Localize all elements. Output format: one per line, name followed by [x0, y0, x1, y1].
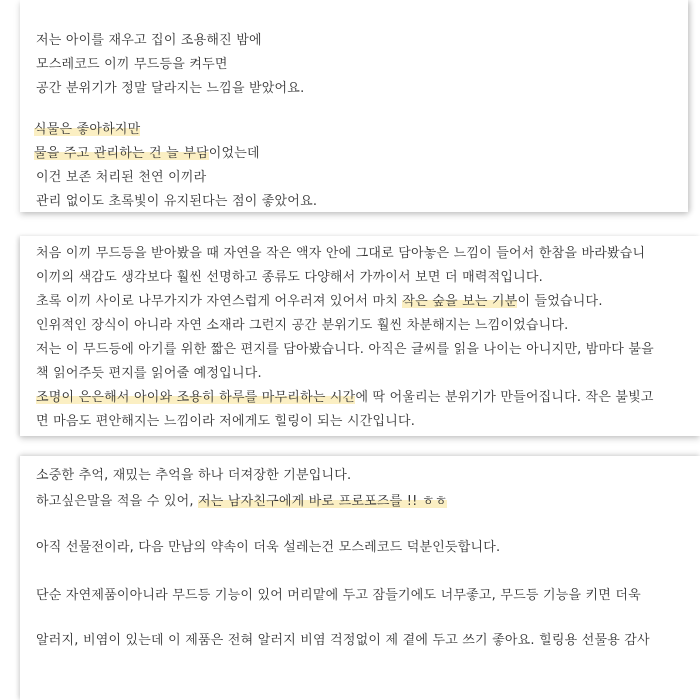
review-text-line: 이건 보존 처리된 천연 이끼라 — [36, 170, 207, 185]
review-text-line: 처음 이끼 무드등을 받아봤을 때 자연을 작은 액자 안에 그대로 담아놓은 느낌이 들어서 한참을 바라봤습니 — [36, 246, 646, 261]
review-text-line: 초록 이끼 사이로 나무가지가 자연스럽게 어우러져 있어서 마치 작은 숲을 보는 기분이 들었습니다. — [36, 294, 603, 309]
review-text-line: 면 마음도 편안해지는 느낌이라 저에게도 힐링이 되는 시간입니다. — [36, 414, 416, 429]
highlighted-text: 물을 주고 관리하는 건 늘 부담 — [34, 146, 209, 161]
review-text-line: 물을 주고 관리하는 건 늘 부담이었는데 — [34, 146, 260, 161]
highlighted-text: 저는 남자친구에게 바로 프로포즈를 !! ㅎㅎ — [198, 494, 448, 509]
review-text-line — [34, 121, 140, 139]
review-text-line: 이끼의 색감도 생각보다 훨씬 선명하고 종류도 다양해서 가까이서 보면 더 매력적입니다. — [36, 270, 543, 285]
highlighted-text: 조명이 은은해서 아이와 조용히 하루를 마무리하는 시간 — [36, 390, 356, 405]
review-text-line: 아직 선물전이라, 다음 만남의 약속이 더욱 설레는건 모스레코드 덕분인듯합니다. — [36, 540, 501, 555]
review-card-1 — [20, 0, 688, 212]
highlighted-text: 작은 숲을 보는 기분 — [402, 294, 518, 309]
review-text-line: 책 읽어주듯 편지를 읽어줄 예정입니다. — [36, 366, 262, 381]
highlighted-text: 식물은 좋아하지만 — [34, 122, 141, 137]
review-text-line: 소중한 추억, 재밌는 추억을 하나 더져장한 기분입니다. — [36, 468, 352, 483]
review-text-line: 하고싶은말을 적을 수 있어, 저는 남자친구에게 바로 프로포즈를 !! ㅎㅎ — [36, 494, 448, 509]
review-text-line: 공간 분위기가 정말 달라지는 느낌을 받았어요. — [36, 81, 305, 96]
review-text-line: 알러지, 비염이 있는데 이 제품은 전혀 알러지 비염 걱정없이 제 곁에 두고 쓰기 좋아요. 힐링용 선물용 감사 — [36, 633, 650, 648]
review-text-line: 단순 자연제품이아니라 무드등 기능이 있어 머리맡에 두고 잠들기에도 너무좋고, 무드등 기능을 키면 더욱 — [36, 588, 641, 603]
review-text-line: 조명이 은은해서 아이와 조용히 하루를 마무리하는 시간에 딱 어울리는 분위기가 만들어집니다. 작은 불빛고 — [36, 390, 654, 405]
review-card-2 — [20, 236, 700, 436]
review-text-line: 모스레코드 이끼 무드등을 켜두면 — [36, 57, 228, 72]
review-text-line: 저는 아이를 재우고 집이 조용해진 밤에 — [36, 33, 262, 48]
review-text-line: 저는 이 무드등에 아기를 위한 짧은 편지를 담아봤습니다. 아직은 글씨를 읽을 나이는 아니지만, 밤마다 불을 — [36, 342, 654, 357]
review-text-line: 관리 없이도 초록빛이 유지된다는 점이 좋았어요. — [36, 194, 318, 209]
review-text-line: 인위적인 장식이 아니라 자연 소재라 그런지 공간 분위기도 훨씬 차분해지는 느낌이었습니다. — [36, 318, 569, 333]
review-card-3 — [20, 456, 700, 700]
